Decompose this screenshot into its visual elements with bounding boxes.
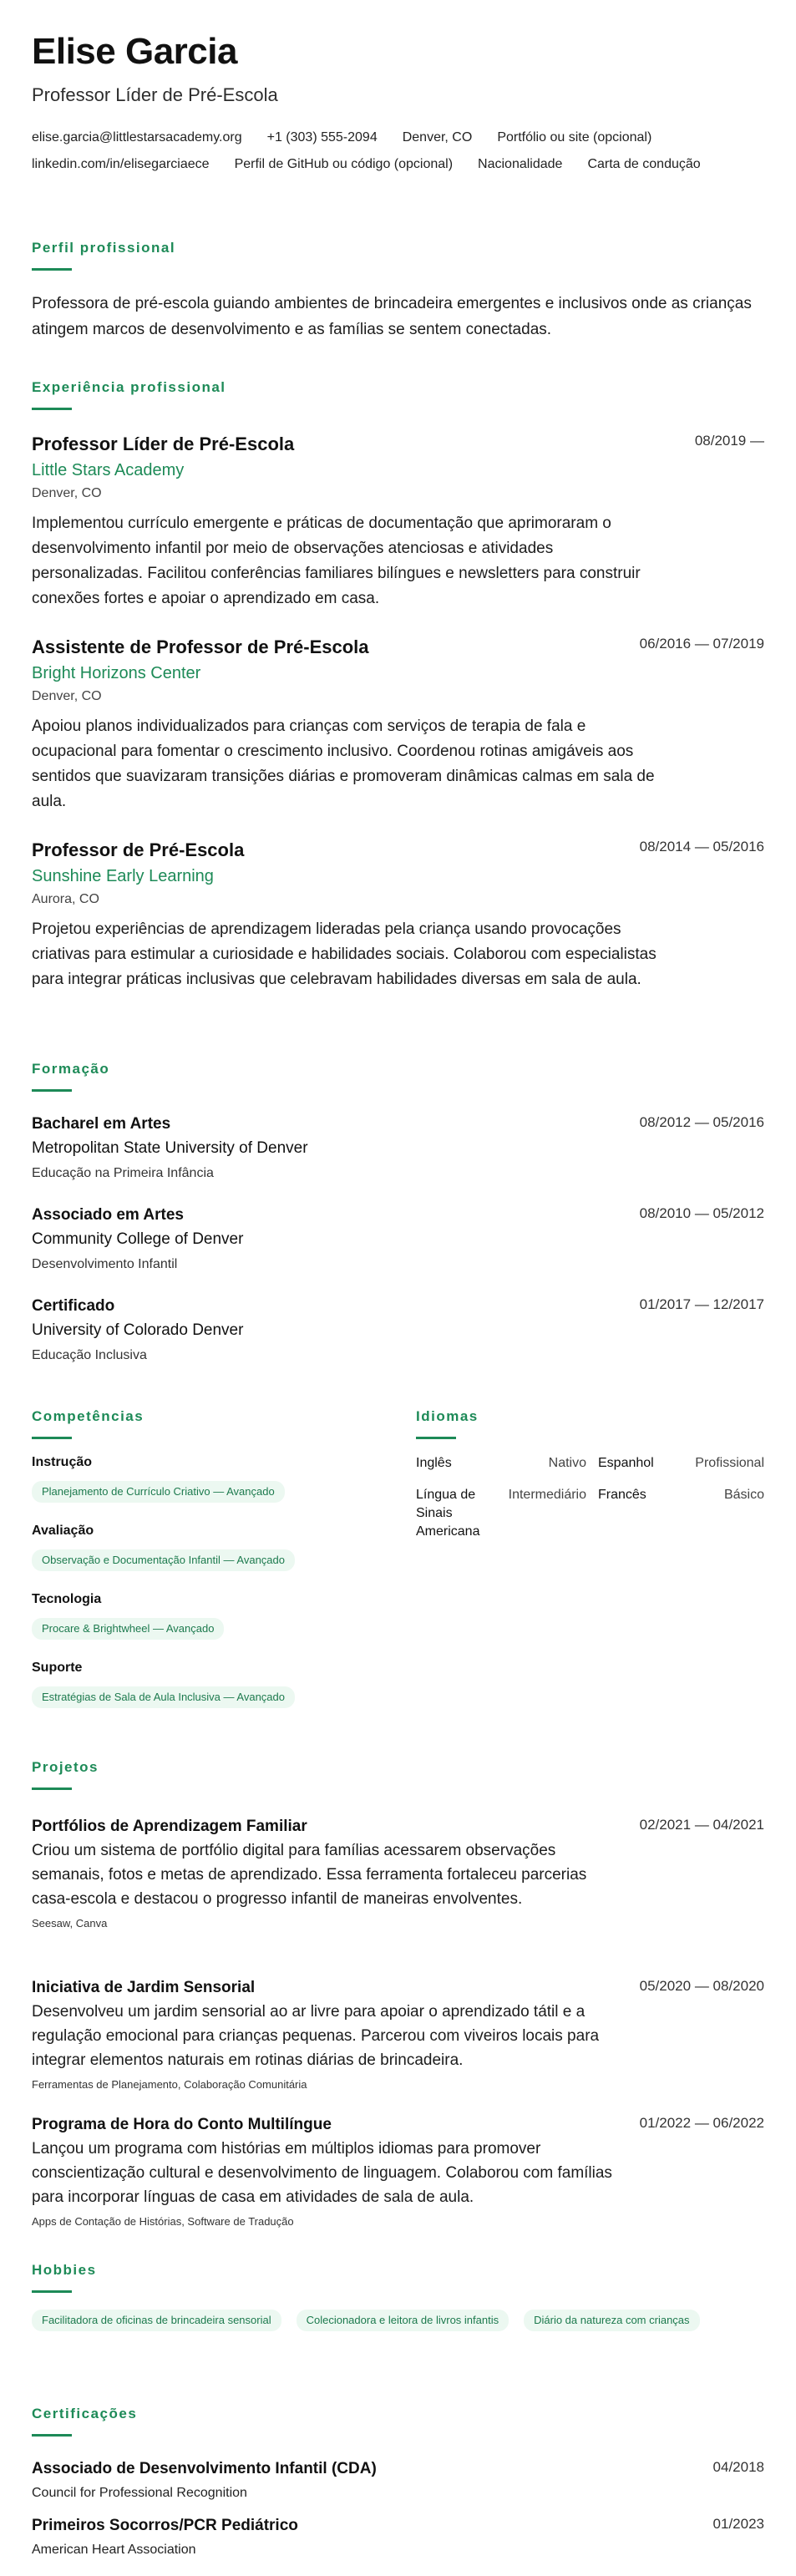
candidate-headline: Professor Líder de Pré-Escola (32, 84, 278, 105)
section-divider (32, 2290, 72, 2293)
language-name: Língua de Sinais Americana (416, 1488, 480, 1539)
language-name: Inglês (416, 1456, 452, 1470)
education-school: University of Colorado Denver (32, 1321, 244, 1339)
contact-nationality: Nacionalidade (478, 157, 563, 171)
skills-languages-row (32, 1408, 764, 1726)
section-title-experience: Experiência profissional (32, 379, 226, 395)
experience-location: Denver, CO (32, 689, 102, 703)
project-entry (32, 2115, 764, 2229)
certification-entry (32, 2459, 764, 2502)
project-description: Lançou um programa com histórias em múltiplos idiomas para promover conscientização cultural e desenvolvimento de linguagem. Colaborou com famílias para incorporar línguas de casa em atividades de sala de aula. (32, 2140, 612, 2206)
certification-date: 01/2023 (712, 2516, 764, 2532)
project-dates: 01/2022 — 06/2022 (639, 2115, 764, 2131)
project-tech: Ferramentas de Planejamento, Colaboração Comunitária (32, 2078, 307, 2091)
hobby-chip: Colecionadora e leitora de livros infantis (297, 2310, 510, 2331)
section-divider (32, 1787, 72, 1790)
language-level: Intermediário (508, 1488, 586, 1502)
project-tech: Apps de Contação de Histórias, Software de Tradução (32, 2215, 294, 2228)
certification-issuer: American Heart Association (32, 2543, 196, 2557)
contact-email[interactable]: elise.garcia@littlestarsacademy.org (32, 130, 242, 145)
certifications-section (32, 2406, 764, 2437)
section-divider (416, 1437, 456, 1439)
project-dates: 05/2020 — 08/2020 (639, 1978, 764, 1994)
skill-chip: Estratégias de Sala de Aula Inclusiva — Avançado (32, 1686, 295, 1708)
projects-section (32, 1759, 764, 1790)
section-title-certifications: Certificações (32, 2406, 138, 2421)
project-title: Iniciativa de Jardim Sensorial (32, 1979, 256, 1996)
skill-category: Avaliação (32, 1524, 94, 1538)
certification-date: 04/2018 (712, 2459, 764, 2475)
project-entry (32, 1817, 764, 1931)
summary-text: Professora de pré-escola guiando ambientes de brincadeira emergentes e inclusivos onde as crianças atingem marcos de desenvolvimento e as famílias se sentem conectadas. (32, 295, 752, 338)
experience-title: Assistente de Professor de Pré-Escola (32, 636, 369, 657)
language-name: Francês (598, 1488, 646, 1502)
hobby-list (32, 2310, 767, 2331)
experience-title: Professor Líder de Pré-Escola (32, 434, 295, 454)
section-title-education: Formação (32, 1061, 110, 1077)
section-title-languages: Idiomas (416, 1408, 479, 1424)
skill-category: Instrução (32, 1455, 93, 1469)
certification-entry (32, 2516, 764, 2559)
skill-chip: Observação e Documentação Infantil — Avançado (32, 1549, 295, 1571)
project-title: Programa de Hora do Conto Multilíngue (32, 2116, 332, 2133)
contact-phone[interactable]: +1 (303) 555-2094 (266, 130, 378, 145)
certification-name: Primeiros Socorros/PCR Pediátrico (32, 2517, 298, 2534)
contact-linkedin[interactable]: linkedin.com/in/elisegarciaece (32, 157, 210, 171)
education-school: Metropolitan State University of Denver (32, 1139, 308, 1157)
education-field: Educação na Primeira Infância (32, 1166, 214, 1180)
experience-title: Professor de Pré-Escola (32, 839, 245, 860)
education-degree: Associado em Artes (32, 1206, 184, 1224)
project-title: Portfólios de Aprendizagem Familiar (32, 1818, 307, 1835)
skill-group (32, 1523, 295, 1571)
skill-chip: Procare & Brightwheel — Avançado (32, 1618, 224, 1640)
skill-group (32, 1454, 285, 1503)
language-level: Profissional (695, 1456, 764, 1470)
certification-name: Associado de Desenvolvimento Infantil (CDA) (32, 2460, 377, 2477)
education-dates: 08/2010 — 05/2012 (639, 1205, 764, 1221)
language-level: Básico (723, 1488, 764, 1502)
education-degree: Certificado (32, 1297, 115, 1315)
contact-portfolio[interactable]: Portfólio ou site (opcional) (497, 130, 652, 145)
skills-section (32, 1408, 399, 1703)
education-degree: Bacharel em Artes (32, 1115, 171, 1133)
project-entry (32, 1978, 764, 2092)
project-description: Criou um sistema de portfólio digital para famílias acessarem observações semanais, fotos e metas de aprendizado. Essa ferramenta fortaleceu parcerias casa-escola e destacou o progresso infantil de maneiras envolventes. (32, 1842, 587, 1908)
contact-list (32, 129, 767, 174)
education-field: Desenvolvimento Infantil (32, 1257, 178, 1271)
hobby-chip: Facilitadora de oficinas de brincadeira sensorial (32, 2310, 281, 2331)
section-divider (32, 1437, 72, 1439)
project-tech: Seesaw, Canva (32, 1917, 108, 1929)
certification-issuer: Council for Professional Recognition (32, 2486, 247, 2500)
section-title-summary: Perfil profissional (32, 240, 176, 256)
experience-entry (32, 636, 764, 814)
section-divider (32, 1089, 72, 1092)
education-entry (32, 1205, 764, 1274)
languages-section (416, 1408, 764, 1539)
resume-header (32, 32, 764, 174)
skill-category: Suporte (32, 1661, 83, 1675)
experience-dates: 08/2014 — 05/2016 (639, 839, 764, 854)
education-entry (32, 1296, 764, 1365)
experience-dates: 06/2016 — 07/2019 (639, 636, 764, 652)
section-divider (32, 408, 72, 410)
experience-location: Denver, CO (32, 486, 102, 500)
skill-category: Tecnologia (32, 1592, 102, 1606)
experience-company: Sunshine Early Learning (32, 867, 214, 885)
experience-section (32, 379, 764, 410)
section-divider (32, 268, 72, 271)
section-title-skills: Competências (32, 1408, 144, 1424)
experience-entry (32, 433, 764, 611)
contact-driving-license: Carta de condução (587, 157, 701, 171)
skill-group (32, 1591, 224, 1640)
section-divider (32, 2434, 72, 2437)
language-name: Espanhol (598, 1456, 654, 1470)
section-title-hobbies: Hobbies (32, 2262, 97, 2278)
candidate-name: Elise Garcia (32, 31, 237, 72)
hobby-chip: Diário da natureza com crianças (524, 2310, 699, 2331)
education-dates: 08/2012 — 05/2016 (639, 1114, 764, 1130)
experience-company: Little Stars Academy (32, 461, 185, 479)
project-dates: 02/2021 — 04/2021 (639, 1817, 764, 1833)
contact-github[interactable]: Perfil de GitHub ou código (opcional) (234, 157, 454, 171)
education-section (32, 1061, 764, 1092)
section-title-projects: Projetos (32, 1759, 99, 1775)
education-school: Community College of Denver (32, 1230, 244, 1248)
education-field: Educação Inclusiva (32, 1348, 147, 1362)
summary-section (32, 240, 764, 342)
project-description: Desenvolveu um jardim sensorial ao ar livre para apoiar o aprendizado tátil e a regulação emocional para crianças pequenas. Parcerou com viveiros locais para integrar elementos naturais em rotinas diárias de brincadeira. (32, 2003, 600, 2069)
education-entry (32, 1114, 764, 1183)
skill-group (32, 1660, 295, 1708)
education-dates: 01/2017 — 12/2017 (639, 1296, 764, 1312)
experience-description: Projetou experiências de aprendizagem lideradas pela criança usando provocações criativas para estimular a curiosidade e habilidades sociais. Colaborou com especialistas para integrar práticas inclusivas que celebravam habilidades diversas em sala de aula. (32, 920, 657, 988)
skill-chip: Planejamento de Currículo Criativo — Avançado (32, 1481, 285, 1503)
experience-description: Implementou currículo emergente e práticas de documentação que aprimoraram o desenvolvimento infantil por meio de observações atenciosas e atividades personalizadas. Facilitou conferências familiares bilíngues e newsletters para construir conexões fortes e apoiar o aprendizado em casa. (32, 515, 641, 607)
experience-dates: 08/2019 — (694, 433, 764, 449)
hobbies-section (32, 2262, 764, 2331)
experience-description: Apoiou planos individualizados para crianças com serviços de terapia de fala e ocupacional para fomentar o crescimento inclusivo. Coordenou rotinas amigáveis aos sentidos que suavizaram transições diárias e promoveram dinâmicas calmas em sala de aula. (32, 718, 655, 810)
language-grid (416, 1454, 764, 1554)
experience-location: Aurora, CO (32, 892, 99, 906)
contact-location: Denver, CO (402, 130, 473, 145)
experience-entry (32, 839, 764, 992)
language-level: Nativo (548, 1456, 586, 1470)
experience-company: Bright Horizons Center (32, 664, 201, 682)
